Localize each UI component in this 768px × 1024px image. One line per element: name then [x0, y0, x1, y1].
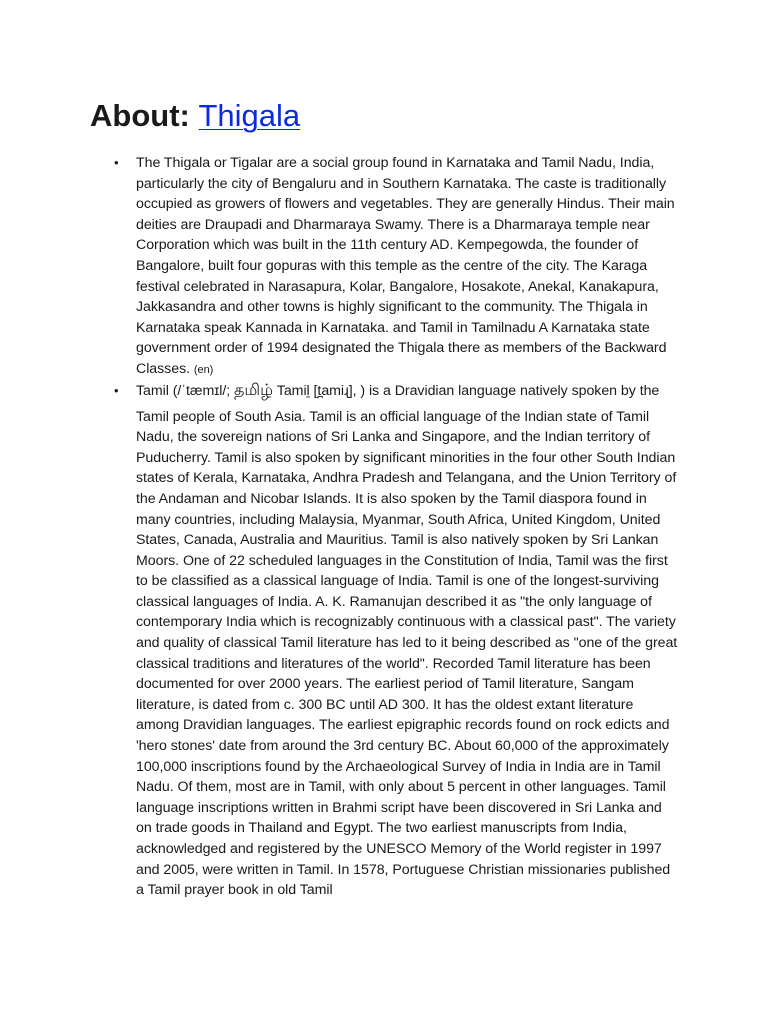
title-prefix: About: — [90, 98, 190, 133]
entry-tamil-intro — [136, 383, 636, 399]
entry-tamil-intro-a: Tamil (/ˈtæmɪl/; — [136, 382, 234, 399]
bullet-icon: • — [114, 382, 119, 398]
entry-list — [112, 153, 680, 901]
bullet-icon: • — [114, 155, 119, 170]
tamil-script-word: தமிழ் — [234, 381, 273, 399]
list-item — [112, 153, 680, 381]
list-item — [112, 381, 680, 901]
entry-tamil-text: the Tamil people of South Asia. Tamil is an official language of the Indian state of Tamil Nadu, the sovereign nations of Sri Lanka and Singapore, and the Indian territory of Puducherry. Tamil is also spoken by significant minorities in the four other South Indian states of Kerala, Karnataka, Andhra Pradesh and Telangana, and the Union Territory of the Andaman and Nicobar Islands. It is also spoken by the Tamil diaspora found in many countries, including Malaysia, Myanmar, South Africa, United Kingdom, United States, Canada, Australia and Mauritius. Tamil is also natively spoken by Sri Lankan Moors. One of 22 scheduled languages in the Constitution of India, Tamil was the first to be classified as a classical language of India. Tamil is one of the longest-surviving classical languages of India. A. K. Ramanujan described it as "the only language of contemporary India which is recognizably continuous with a classical past". The variety and quality of classical Tamil literature has led to it being described as "one of the great classical traditions and literatures of the world". Recorded Tamil literature has been documented for over 2000 years. The earliest period of Tamil literature, Sangam literature, is dated from c. 300 BC until AD 300. It has the oldest extant literature among Dravidian languages. The earliest epigraphic records found on rock edicts and 'hero stones' date from around the 3rd century BC. About 60,000 of the approximately 100,000 inscriptions found by the Archaeological Survey of India in India are in Tamil Nadu. Of them, most are in Tamil, with only about 5 percent in other languages. Tamil language inscriptions written in Brahmi script have been discovered in Sri Lanka and on trade goods in Thailand and Egypt. The two earliest manuscripts from India, acknowledged and registered by the UNESCO Memory of the World register in 1997 and 2005, were written in Tamil. In 1578, Portuguese Christian missionaries published a Tamil prayer book in old Tamil — [136, 382, 678, 899]
entry-tamil-intro-b: Tamiḻ [t̪amiɻ], ) is a Dravidian language natively spoken by — [272, 382, 636, 399]
title-link-thigala[interactable]: Thigala — [198, 98, 301, 133]
entry-thigala-text: The Thigala or Tigalar are a social group found in Karnataka and Tamil Nadu, India, particularly the city of Bengaluru and in Southern Karnataka. The caste is traditionally occupied as growers of flowers and vegetables. They are generally Hindus. Their main deities are Draupadi and Dharmaraya Swamy. There is a Dharmaraya temple near Corporation which was built in the 11th century AD. Kempegowda, the founder of Bangalore, built four gopuras with this temple as the centre of the city. The Karaga festival celebrated in Narasapura, Kolar, Bangalore, Hosakote, Anekal, Kanakapura, Jakkasandra and other towns is highly significant to the community. The Thigala in Karnataka speak Kannada in Karnataka. and Tamil in Tamilnadu A Karnataka state government order of 1994 designated the Thigala there as members of the Backward Classes. — [136, 155, 675, 377]
language-tag: (en) — [193, 363, 214, 376]
page-title — [90, 96, 300, 136]
